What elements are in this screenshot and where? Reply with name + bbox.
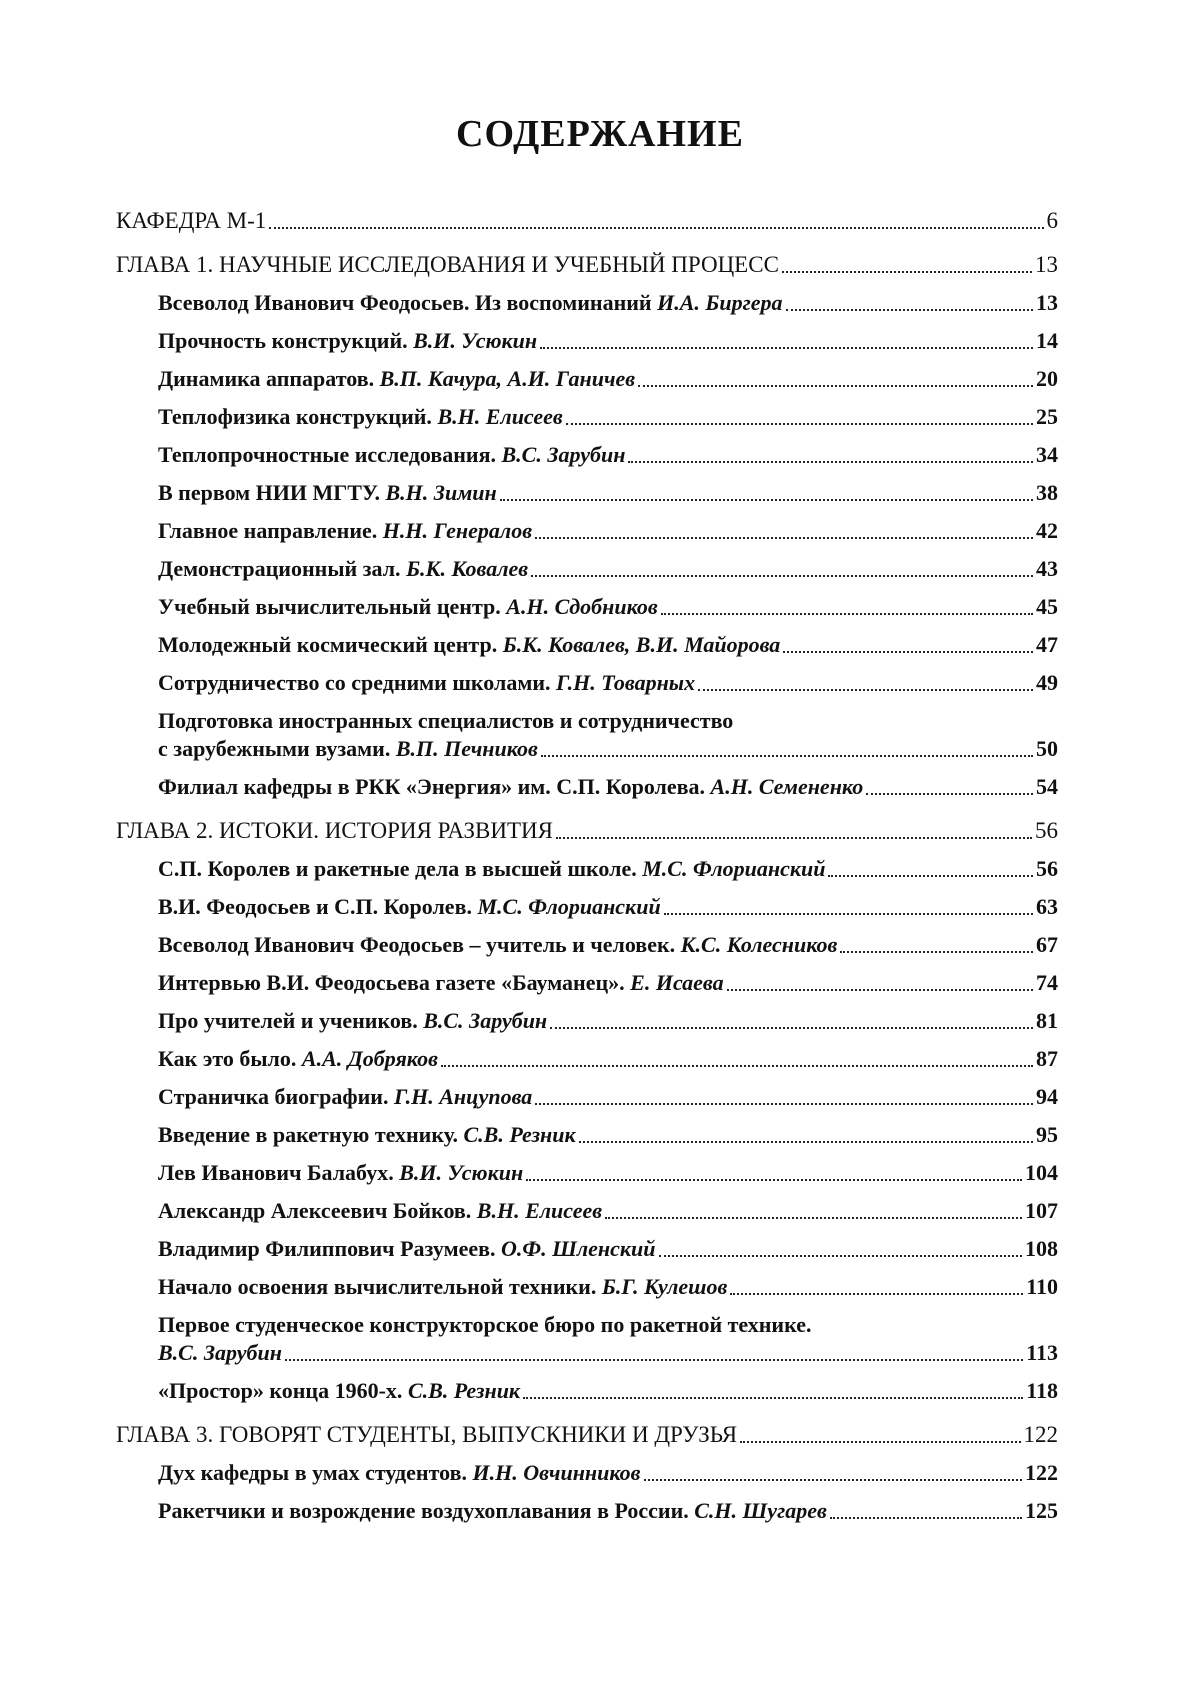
- toc-entry-page-number: 104: [1025, 1160, 1058, 1185]
- toc-entry-page-number: 94: [1036, 1084, 1058, 1109]
- toc-entry-title: с зарубежными вузами.: [158, 736, 396, 761]
- dot-leader: [644, 1478, 1023, 1481]
- toc-entry-author: Б.Г. Кулешов: [601, 1274, 728, 1299]
- toc-chapter[interactable]: [116, 817, 1058, 845]
- toc-entry-page-number: 122: [1025, 1460, 1058, 1485]
- toc-entry[interactable]: [116, 893, 1058, 921]
- toc-entry-text: [158, 893, 661, 921]
- toc-entry-title: Прочность конструкций.: [158, 328, 414, 353]
- toc-entry-text: [158, 773, 863, 801]
- toc-entry-title: Дух кафедры в умах студентов.: [158, 1460, 473, 1485]
- dot-leader: [535, 536, 1033, 539]
- toc-entry-text: [158, 365, 635, 393]
- toc-entry-title: Всеволод Иванович Феодосьев – учитель и человек.: [158, 932, 681, 957]
- toc-entry-title: Главное направление.: [158, 518, 383, 543]
- dot-leader: [540, 346, 1033, 349]
- toc-entry-title: Филиал кафедры в РКК «Энергия» им. С.П. Королева.: [158, 774, 711, 799]
- toc-entry-page-number: 67: [1036, 932, 1058, 957]
- dot-leader: [638, 384, 1033, 387]
- toc-entry-text: [158, 327, 537, 355]
- toc-entry-text: [158, 289, 783, 317]
- toc-entry-text: [116, 251, 779, 279]
- dot-leader: [830, 1516, 1022, 1519]
- toc-entry-author: К.С. Колесников: [680, 932, 838, 957]
- toc-entry[interactable]: [116, 707, 1058, 763]
- toc-entry-title: С.П. Королев и ракетные дела в высшей школе.: [158, 856, 643, 881]
- toc-entry-author: В.Н. Зимин: [385, 480, 497, 505]
- toc-entry-author: В.С. Зарубин: [158, 1340, 282, 1365]
- toc-entry-page-number: 113: [1026, 1340, 1058, 1365]
- toc-entry-page-number: 34: [1036, 442, 1058, 467]
- toc-entry-title: Владимир Филиппович Разумеев.: [158, 1236, 501, 1261]
- toc-entry-text: [158, 441, 625, 469]
- toc-chapter[interactable]: [116, 251, 1058, 279]
- dot-leader: [269, 226, 1043, 229]
- toc-entry-text: [158, 969, 724, 997]
- dot-leader: [441, 1064, 1033, 1067]
- toc-entry[interactable]: [116, 517, 1058, 545]
- toc-entry[interactable]: [116, 1121, 1058, 1149]
- toc-entry-text: [158, 403, 563, 431]
- toc-entry-title-line2: [158, 735, 1058, 763]
- toc-entry-author: А.Н. Семененко: [710, 774, 864, 799]
- toc-entry-page-number: 49: [1036, 670, 1058, 695]
- dot-leader: [661, 612, 1033, 615]
- toc-entry[interactable]: [116, 593, 1058, 621]
- toc-entry[interactable]: [116, 931, 1058, 959]
- toc-entry-text: [158, 1159, 523, 1187]
- toc-entry-page-number: 13: [1035, 252, 1058, 277]
- toc-entry[interactable]: [116, 365, 1058, 393]
- toc-entry-page-number: 13: [1036, 290, 1058, 315]
- dot-leader: [782, 270, 1032, 273]
- toc-entry-page-number: 43: [1036, 556, 1058, 581]
- toc-entry-author: В.Н. Елисеев: [437, 404, 563, 429]
- toc-entry-author: В.С. Зарубин: [423, 1008, 548, 1033]
- toc-entry-text: [158, 555, 528, 583]
- toc-entry-text: [158, 735, 538, 763]
- toc-entry[interactable]: [116, 1045, 1058, 1073]
- toc-entry[interactable]: [116, 773, 1058, 801]
- dot-leader: [285, 1358, 1023, 1361]
- toc-entry-page-number: 25: [1036, 404, 1058, 429]
- toc-entry-title: Теплофизика конструкций.: [158, 404, 438, 429]
- dot-leader: [556, 836, 1032, 839]
- dot-leader: [550, 1026, 1033, 1029]
- toc-entry-author: Е. Исаева: [630, 970, 724, 995]
- toc-entry-page-number: 108: [1025, 1236, 1058, 1261]
- toc-entry[interactable]: [116, 855, 1058, 883]
- toc-entry-text: [158, 669, 695, 697]
- toc-entry-author: С.В. Резник: [463, 1122, 576, 1147]
- dot-leader: [526, 1178, 1022, 1181]
- toc-entry-page-number: 125: [1025, 1498, 1058, 1523]
- toc-entry-text: [158, 479, 497, 507]
- toc-entry-text: [158, 1273, 727, 1301]
- dot-leader: [605, 1216, 1022, 1219]
- toc-entry-text: [158, 1045, 438, 1073]
- toc-entry[interactable]: [116, 1311, 1058, 1367]
- toc-entry-title: Сотрудничество со средними школами.: [158, 670, 557, 695]
- toc-entry-text: [158, 1007, 547, 1035]
- toc-entry-page-number: 54: [1036, 774, 1058, 799]
- dot-leader: [783, 650, 1033, 653]
- toc-entry[interactable]: [116, 1083, 1058, 1111]
- toc-entry[interactable]: [116, 479, 1058, 507]
- toc-entry-page-number: 110: [1026, 1274, 1058, 1299]
- toc-entry[interactable]: [116, 1235, 1058, 1263]
- toc-entry-title: В первом НИИ МГТУ.: [158, 480, 386, 505]
- table-of-contents: [116, 207, 1058, 1525]
- toc-entry[interactable]: [116, 403, 1058, 431]
- toc-chapter[interactable]: [116, 1421, 1058, 1449]
- toc-entry-page-number: 56: [1035, 818, 1058, 843]
- toc-entry-title: «Простор» конца 1960-х.: [158, 1378, 408, 1403]
- toc-entry-page-number: 74: [1036, 970, 1058, 995]
- toc-entry-author: Б.К. Ковалев: [406, 556, 529, 581]
- toc-entry-title: В.И. Феодосьев и С.П. Королев.: [158, 894, 478, 919]
- toc-entry-author: С.В. Резник: [407, 1378, 521, 1403]
- toc-entry-author: Г.Н. Анцупова: [393, 1084, 533, 1109]
- toc-entry[interactable]: [116, 327, 1058, 355]
- toc-entry-text: [158, 1121, 576, 1149]
- toc-entry-page-number: 20: [1036, 366, 1058, 391]
- toc-entry-author: М.С. Флорианский: [642, 856, 826, 881]
- toc-entry[interactable]: [116, 555, 1058, 583]
- toc-entry-text: [158, 1083, 532, 1111]
- toc-entry-author: М.С. Флорианский: [477, 894, 661, 919]
- toc-entry[interactable]: [116, 631, 1058, 659]
- toc-entry-title-line1: Первое студенческое конструкторское бюро по ракетной технике.: [158, 1312, 812, 1337]
- toc-entry-title: Страничка биографии.: [158, 1084, 394, 1109]
- dot-leader: [566, 422, 1033, 425]
- toc-entry-page-number: 95: [1036, 1122, 1058, 1147]
- dot-leader: [579, 1140, 1033, 1143]
- toc-entry-title: Ракетчики и возрождение воздухоплавания в России.: [158, 1498, 695, 1523]
- toc-entry[interactable]: [116, 1197, 1058, 1225]
- toc-entry-title: ГЛАВА 2. ИСТОКИ. ИСТОРИЯ РАЗВИТИЯ: [116, 818, 553, 843]
- toc-entry-text: [116, 817, 553, 845]
- toc-entry-page-number: 38: [1036, 480, 1058, 505]
- toc-entry-author: Н.Н. Генералов: [382, 518, 533, 543]
- toc-entry-text: [158, 1197, 602, 1225]
- dot-leader: [500, 498, 1033, 501]
- dot-leader: [523, 1396, 1023, 1399]
- dot-leader: [628, 460, 1033, 463]
- toc-entry[interactable]: [116, 1159, 1058, 1187]
- toc-entry-text: [158, 1459, 641, 1487]
- toc-entry-author: С.Н. Шугарев: [694, 1498, 827, 1523]
- page-title: СОДЕРЖАНИЕ: [456, 113, 744, 155]
- toc-entry-author: В.И. Усюкин: [413, 328, 538, 353]
- toc-entry-author: Г.Н. Товарных: [556, 670, 696, 695]
- toc-entry-page-number: 81: [1036, 1008, 1058, 1033]
- toc-entry-author: В.П. Печников: [395, 736, 538, 761]
- toc-entry-page-number: 45: [1036, 594, 1058, 619]
- dot-leader: [828, 874, 1033, 877]
- toc-entry-page-number: 47: [1036, 632, 1058, 657]
- toc-entry-page-number: 63: [1036, 894, 1058, 919]
- dot-leader: [727, 988, 1033, 991]
- toc-entry-title: КАФЕДРА М-1: [116, 208, 267, 233]
- toc-entry-author: В.С. Зарубин: [501, 442, 626, 467]
- toc-entry-author: О.Ф. Шленский: [501, 1236, 656, 1261]
- toc-entry[interactable]: [116, 1497, 1058, 1525]
- toc-entry-author: И.Н. Овчинников: [472, 1460, 641, 1485]
- toc-entry-page-number: 50: [1036, 736, 1058, 761]
- toc-chapter[interactable]: [116, 207, 1058, 235]
- toc-entry-title-line1: Подготовка иностранных специалистов и сотрудничество: [158, 708, 734, 733]
- toc-entry-text: [158, 855, 825, 883]
- toc-entry-author: А.Н. Сдобников: [506, 594, 658, 619]
- toc-entry-author: В.Н. Елисеев: [476, 1198, 603, 1223]
- toc-entry-title: Молодежный космический центр.: [158, 632, 503, 657]
- toc-entry-author: И.А. Биргера: [657, 290, 783, 315]
- toc-entry-title: ГЛАВА 1. НАУЧНЫЕ ИССЛЕДОВАНИЯ И УЧЕБНЫЙ ПРОЦЕСС: [116, 252, 779, 277]
- toc-entry-title-line2: [158, 1339, 1058, 1367]
- toc-entry-title: Демонстрационный зал.: [158, 556, 407, 581]
- toc-entry[interactable]: [116, 289, 1058, 317]
- toc-entry-title: Начало освоения вычислительной техники.: [158, 1274, 602, 1299]
- toc-entry-author: А.А. Добряков: [301, 1046, 438, 1071]
- toc-entry-page-number: 6: [1046, 208, 1058, 233]
- toc-entry-text: [158, 931, 837, 959]
- toc-entry[interactable]: [116, 1007, 1058, 1035]
- toc-entry-title: Интервью В.И. Феодосьева газете «Бауманец».: [158, 970, 631, 995]
- toc-entry-title: Как это было.: [158, 1046, 302, 1071]
- toc-entry-text: [158, 631, 780, 659]
- dot-leader: [866, 792, 1033, 795]
- toc-entry-text: [158, 1235, 656, 1263]
- toc-entry-title: Динамика аппаратов.: [158, 366, 380, 391]
- dot-leader: [786, 308, 1034, 311]
- toc-entry-page-number: 107: [1025, 1198, 1058, 1223]
- toc-entry-text: [158, 1339, 282, 1367]
- dot-leader: [698, 688, 1033, 691]
- dot-leader: [659, 1254, 1022, 1257]
- toc-entry[interactable]: [116, 1459, 1058, 1487]
- toc-entry-page-number: 118: [1026, 1378, 1058, 1403]
- dot-leader: [840, 950, 1033, 953]
- toc-entry[interactable]: [116, 441, 1058, 469]
- toc-entry-text: [158, 593, 658, 621]
- dot-leader: [531, 574, 1033, 577]
- toc-entry-text: [158, 517, 532, 545]
- toc-entry[interactable]: [116, 669, 1058, 697]
- toc-entry[interactable]: [116, 1377, 1058, 1405]
- toc-entry-title: Введение в ракетную технику.: [158, 1122, 464, 1147]
- toc-entry-author: В.П. Качура, А.И. Ганичев: [379, 366, 636, 391]
- toc-entry-title: ГЛАВА 3. ГОВОРЯТ СТУДЕНТЫ, ВЫПУСКНИКИ И ДРУЗЬЯ: [116, 1422, 738, 1447]
- toc-entry-page-number: 122: [1023, 1422, 1058, 1447]
- toc-entry-title: Учебный вычислительный центр.: [158, 594, 507, 619]
- toc-entry-text: [116, 207, 266, 235]
- toc-entry-title: Александр Алексеевич Бойков.: [158, 1198, 477, 1223]
- toc-entry-text: [158, 1497, 827, 1525]
- toc-entry-title: Про учителей и учеников.: [158, 1008, 424, 1033]
- toc-entry-page-number: 87: [1036, 1046, 1058, 1071]
- toc-entry-author: В.И. Усюкин: [399, 1160, 524, 1185]
- toc-entry-text: [158, 1377, 520, 1405]
- toc-entry[interactable]: [116, 1273, 1058, 1301]
- dot-leader: [664, 912, 1033, 915]
- toc-entry-page-number: 42: [1036, 518, 1058, 543]
- toc-entry-text: [116, 1421, 737, 1449]
- toc-entry-author: Б.К. Ковалев, В.И. Майорова: [502, 632, 781, 657]
- toc-entry-page-number: 56: [1036, 856, 1058, 881]
- toc-entry-title: Лев Иванович Балабух.: [158, 1160, 400, 1185]
- dot-leader: [730, 1292, 1023, 1295]
- toc-entry-title: Теплопрочностные исследования.: [158, 442, 502, 467]
- toc-entry-page-number: 14: [1036, 328, 1058, 353]
- dot-leader: [541, 754, 1033, 757]
- toc-entry-title: Всеволод Иванович Феодосьев. Из воспоминаний: [158, 290, 658, 315]
- dot-leader: [535, 1102, 1033, 1105]
- toc-entry[interactable]: [116, 969, 1058, 997]
- dot-leader: [740, 1440, 1020, 1443]
